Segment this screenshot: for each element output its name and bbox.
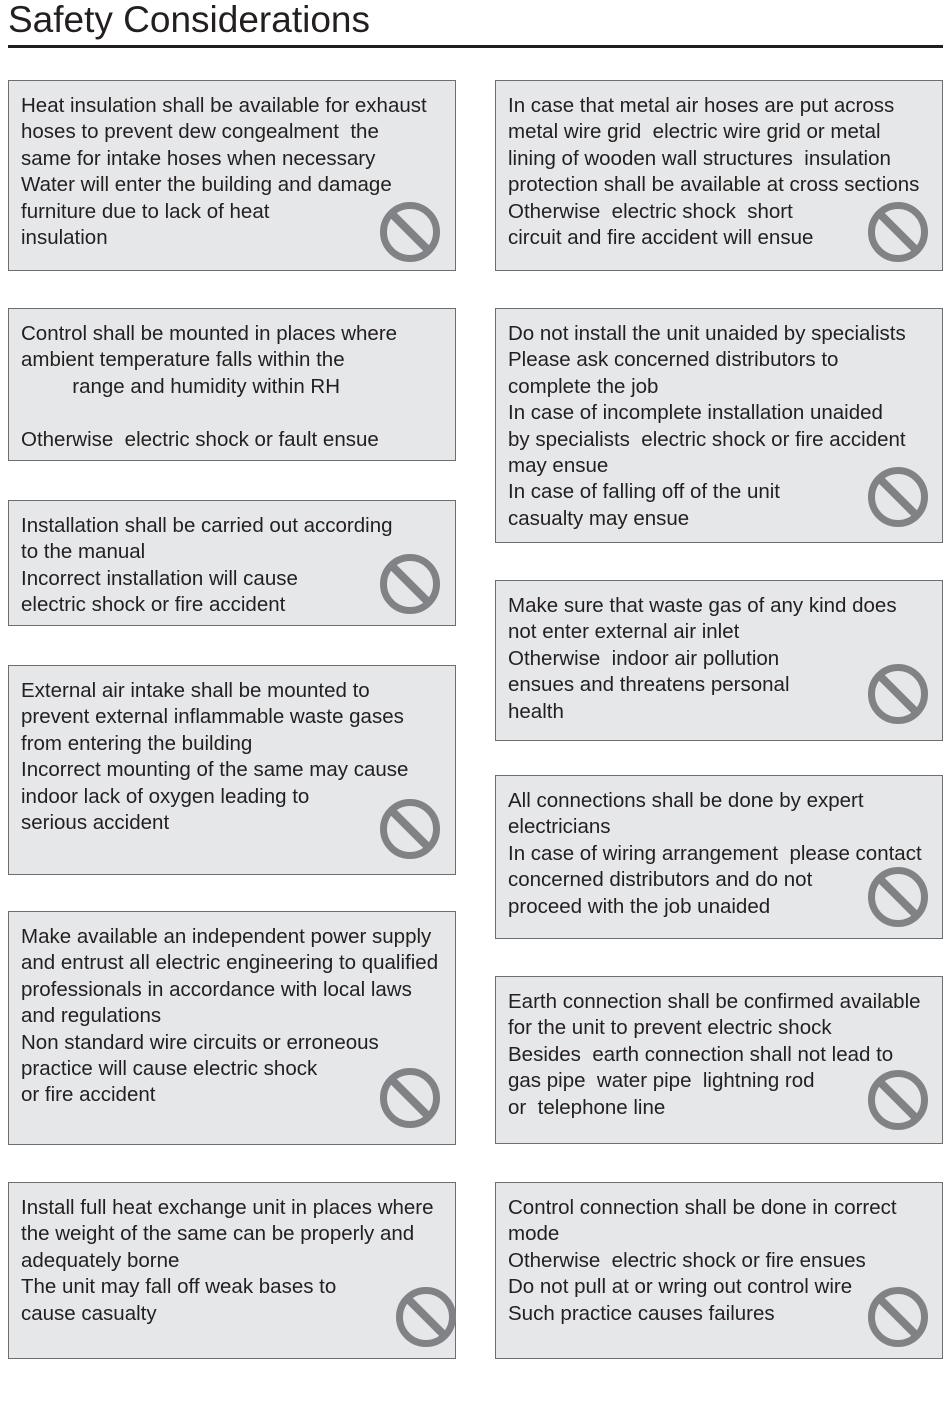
notice-line: All connections shall be done by expert — [508, 789, 864, 812]
notice-line: or telephone line — [508, 1095, 666, 1119]
notice-line: insulation — [21, 226, 108, 250]
notice-line: protection shall be available at cross sections — [508, 173, 920, 197]
notice-line: the weight of the same can be properly and — [21, 1222, 415, 1246]
notice-line: Make sure that waste gas of any kind does — [508, 594, 897, 617]
prohibition-icon — [867, 1069, 929, 1131]
notice-line: In case of incomplete installation unaided — [508, 401, 883, 425]
notice-line: Control connection shall be done in correct — [508, 1196, 897, 1219]
notice-line: Otherwise electric shock short — [508, 199, 793, 223]
notice-line: lining of wooden wall structures insulation — [508, 146, 891, 170]
safety-notice-box — [8, 308, 456, 461]
notice-line: In case that metal air hoses are put across — [508, 94, 895, 117]
notice-line: Install full heat exchange unit in places where — [21, 1196, 434, 1219]
notice-line: Do not install the unit unaided by specialists — [508, 322, 906, 345]
safety-notice-text — [21, 924, 438, 1109]
safety-notice-text — [508, 321, 906, 532]
safety-notice-box — [8, 500, 456, 626]
safety-notice-box — [8, 1182, 456, 1359]
notice-line: from entering the building — [21, 731, 253, 755]
notice-line: Non standard wire circuits or erroneous — [21, 1030, 379, 1054]
notice-line: may ensue — [508, 454, 609, 478]
notice-line: to the manual — [21, 540, 146, 564]
notice-line: electric shock or fire accident — [21, 593, 286, 617]
notice-line: for the unit to prevent electric shock — [508, 1016, 832, 1040]
notice-line: Do not pull at or wring out control wire — [508, 1275, 853, 1299]
prohibition-icon — [867, 466, 929, 528]
prohibition-icon — [867, 663, 929, 725]
safety-notice-box — [495, 308, 943, 543]
notice-line: mode — [508, 1222, 560, 1246]
notice-line: Control shall be mounted in places where — [21, 322, 398, 345]
notice-line: indoor lack of oxygen leading to — [21, 784, 310, 808]
safety-notice-text — [21, 1195, 434, 1327]
title-rule — [8, 45, 943, 48]
notice-line: health — [508, 699, 564, 723]
safety-notice-text — [21, 513, 393, 619]
notice-line: In case of wiring arrangement please contact — [508, 841, 922, 865]
prohibition-icon — [379, 553, 441, 615]
notice-line: and regulations — [21, 1004, 162, 1028]
notice-line: practice will cause electric shock — [21, 1057, 318, 1081]
prohibition-icon — [867, 201, 929, 263]
notice-line: furniture due to lack of heat — [21, 199, 270, 223]
notice-line: by specialists electric shock or fire accident — [508, 427, 906, 451]
safety-notice-box — [8, 80, 456, 271]
safety-notice-text — [21, 93, 427, 251]
notice-line: In case of falling off of the unit — [508, 480, 780, 504]
notice-line: Otherwise electric shock or fault ensue — [21, 427, 379, 451]
notice-line: or fire accident — [21, 1083, 156, 1107]
notice-line: Heat insulation shall be available for exhaust — [21, 94, 427, 117]
notice-line: Earth connection shall be confirmed available — [508, 990, 921, 1013]
notice-line: proceed with the job unaided — [508, 894, 771, 918]
notice-line: Incorrect installation will cause — [21, 566, 298, 590]
notice-line: not enter external air inlet — [508, 620, 740, 644]
prohibition-icon — [867, 1286, 929, 1348]
notice-line: prevent external inflammable waste gases — [21, 705, 404, 729]
safety-notice-box — [495, 580, 943, 741]
notice-line: ensues and threatens personal — [508, 673, 790, 697]
notice-line: range and humidity within RH — [21, 374, 341, 398]
notice-line: complete the job — [508, 374, 659, 398]
notice-line: External air intake shall be mounted to — [21, 679, 370, 702]
safety-notice-box — [8, 665, 456, 875]
prohibition-icon — [379, 201, 441, 263]
notice-line: Incorrect mounting of the same may cause — [21, 758, 409, 782]
safety-notice-text — [21, 321, 397, 453]
notice-line: Water will enter the building and damage — [21, 173, 392, 197]
prohibition-icon — [379, 1067, 441, 1129]
safety-notice-text — [508, 1195, 897, 1327]
notice-line: gas pipe water pipe lightning rod — [508, 1069, 815, 1093]
notice-line: circuit and fire accident will ensue — [508, 226, 814, 250]
notice-line: professionals in accordance with local laws — [21, 977, 412, 1001]
safety-notice-box — [495, 1182, 943, 1359]
page-title: Safety Considerations — [8, 0, 370, 40]
notice-line: serious accident — [21, 811, 170, 835]
notice-line: cause casualty — [21, 1301, 157, 1325]
notice-line: Otherwise electric shock or fire ensues — [508, 1248, 866, 1272]
notice-line: and entrust all electric engineering to qualified — [21, 951, 439, 975]
prohibition-icon — [867, 866, 929, 928]
safety-notice-box — [495, 80, 943, 271]
safety-notice-box — [8, 911, 456, 1145]
safety-notice-box — [495, 976, 943, 1144]
notice-line: adequately borne — [21, 1248, 180, 1272]
safety-notice-text — [508, 93, 919, 251]
notice-line: hoses to prevent dew congealment the — [21, 120, 379, 144]
notice-line: The unit may fall off weak bases to — [21, 1275, 337, 1299]
safety-notice-text — [508, 989, 921, 1121]
safety-notice-box — [495, 775, 943, 939]
notice-line: Otherwise indoor air pollution — [508, 646, 780, 670]
notice-line: concerned distributors and do not — [508, 868, 813, 892]
safety-notice-text — [21, 678, 408, 836]
prohibition-icon — [379, 798, 441, 860]
notice-line — [21, 400, 397, 426]
notice-line: Please ask concerned distributors to — [508, 348, 839, 372]
notice-line: Besides earth connection shall not lead to — [508, 1042, 894, 1066]
prohibition-icon — [395, 1286, 457, 1348]
notice-line: same for intake hoses when necessary — [21, 146, 376, 170]
notice-line: Make available an independent power supply — [21, 925, 432, 948]
notice-line: Installation shall be carried out according — [21, 514, 393, 537]
safety-notice-text — [508, 788, 922, 920]
notice-line: ambient temperature falls within the — [21, 348, 345, 372]
notice-line: casualty may ensue — [508, 506, 690, 530]
notice-line: Such practice causes failures — [508, 1301, 775, 1325]
notice-line: electricians — [508, 815, 611, 839]
safety-notice-text — [508, 593, 897, 725]
notice-line: metal wire grid electric wire grid or metal — [508, 120, 881, 144]
